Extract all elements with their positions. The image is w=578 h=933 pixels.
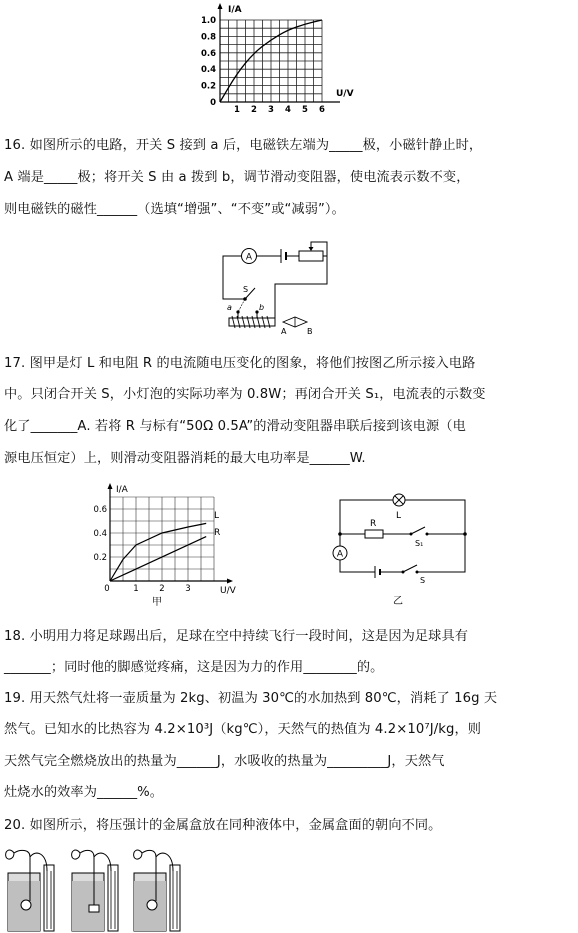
q17-caption-jia: 甲 <box>152 597 162 608</box>
q17-curve-l <box>110 523 206 581</box>
q17-line-2: 中。只闭合开关 S，小灯泡的实际功率为 0.8W；再闭合开关 S₁，电流表的示数变 <box>4 387 486 402</box>
q15-y-tick-label: 0.6 <box>200 48 216 59</box>
q16-compass-needle-icon <box>283 317 307 327</box>
q17-x-tick-label: 1 <box>133 584 139 594</box>
q17-y-tick-label: 0.6 <box>93 505 107 515</box>
q19-line-2: 然气。已知水的比热容为 4.2×10³J（kg℃），天然气的热值为 4.2×10⁷J/kg，则 <box>4 722 482 737</box>
q16-line-3: 则电磁铁的磁性______（选填“增强”、“不变”或“减弱”）。 <box>4 202 345 217</box>
q17-ammeter-label: A <box>336 549 344 560</box>
q17-xlabel: U/V <box>220 586 236 596</box>
q17-lamp-label: L <box>396 511 402 521</box>
q15-x-tick-label: 5 <box>302 105 308 115</box>
q16-terminal-a: a <box>227 303 232 312</box>
q15-x-ticks <box>234 105 325 115</box>
q16-terminal-b: b <box>259 303 265 312</box>
q16-line-2: A 端是_____极；将开关 S 由 a 拨到 b，调节滑动变阻器，使电流表示数不变， <box>4 170 470 185</box>
q15-y-tick-label: 0.4 <box>200 65 216 76</box>
q17-line-1: 17. 图甲是灯 L 和电阻 R 的电流随电压变化的图象，将他们按图乙所示接入电路 <box>4 356 476 371</box>
q17-x-tick-label: 0 <box>104 584 110 594</box>
q15-y-tick-label: 1.0 <box>200 16 216 26</box>
q15-iu-graph <box>190 0 360 120</box>
q17-graph-jia <box>90 480 250 610</box>
q17-x-tick-label: 3 <box>185 584 191 594</box>
q15-ylabel: I/A <box>228 5 242 15</box>
q19-line-1: 19. 用天然气灶将一壶质量为 2kg、初温为 30℃的水加热到 80℃，消耗了 16g 天 <box>4 691 498 706</box>
q17-circuit-yi <box>325 490 475 610</box>
q18-line-2: _______；同时他的脚感觉疼痛，这是因为力的作用________的。 <box>4 660 384 675</box>
q17-y-ticks <box>93 505 107 563</box>
q20-gauge-1 <box>6 850 54 931</box>
q18-line-1: 18. 小明用力将足球踢出后，足球在空中持续飞行一段时间，这是因为足球具有 <box>4 629 469 644</box>
q20-line-1: 20. 如图所示，将压强计的金属盒放在同种液体中，金属盒面的朝向不同。 <box>4 818 442 833</box>
q17-resistor-icon <box>365 530 383 538</box>
q15-xlabel: U/V <box>336 89 354 99</box>
q17-resistor-label: R <box>370 519 377 529</box>
q17-y-tick-label: 0.2 <box>93 553 107 563</box>
q15-y-ticks <box>201 16 216 108</box>
q15-x-tick-label: 2 <box>251 105 257 115</box>
q15-y-tick-label: 0.8 <box>200 32 216 43</box>
q17-y-tick-label: 0.4 <box>93 529 107 539</box>
q17-lamp-icon <box>393 494 405 506</box>
q19-line-4: 灶烧水的效率为______%。 <box>4 785 164 800</box>
q15-grid <box>220 20 322 102</box>
q17-x-ticks <box>104 584 190 594</box>
q20-gauge-2 <box>72 850 118 931</box>
q15-y-tick-label: 0 <box>210 98 216 108</box>
q15-x-tick-label: 3 <box>268 105 274 115</box>
q17-line-4: 源电压恒定）上，则滑动变阻器消耗的最大电功率是______W. <box>4 451 366 466</box>
q19-line-3: 天然气完全燃烧放出的热量为______J，水吸收的热量为_________J，天然气 <box>4 754 445 769</box>
q15-x-tick-label: 4 <box>285 105 291 115</box>
q17-x-tick-label: 2 <box>159 584 165 594</box>
q15-x-tick-label: 1 <box>234 105 240 115</box>
q16-rheostat-icon <box>299 251 323 261</box>
q16-line-1: 16. 如图所示的电路，开关 S 接到 a 后，电磁铁左端为_____极，小磁针静止时， <box>4 138 483 153</box>
q16-ammeter-label: A <box>245 252 253 263</box>
q17-grid <box>110 497 214 581</box>
q15-x-tick-label: 6 <box>319 105 325 115</box>
q17-switch1-blade <box>411 527 425 534</box>
q17-switch-blade <box>403 565 417 572</box>
q17-switch1-label: S₁ <box>415 539 424 548</box>
q17-switch-label: S <box>420 576 426 585</box>
q17-curve-r <box>110 537 206 581</box>
q17-label-r: R <box>214 528 221 538</box>
q16-needle-b: B <box>307 327 313 336</box>
q20-gauge-3 <box>134 850 180 931</box>
q17-label-l: L <box>214 511 220 521</box>
q17-caption-yi: 乙 <box>393 596 403 607</box>
q20-pressure-gauges <box>0 843 200 933</box>
q16-switch-label: S <box>243 285 249 294</box>
q16-coil-icon <box>229 316 275 328</box>
q17-line-3: 化了_______A. 若将 R 与标有“50Ω 0.5A”的滑动变阻器串联后接到该电源（电 <box>4 419 466 434</box>
q15-y-tick-label: 0.2 <box>200 81 216 92</box>
q17-ylabel: I/A <box>116 485 128 495</box>
q16-needle-a: A <box>281 327 287 336</box>
q16-electromagnet-circuit <box>215 236 335 336</box>
